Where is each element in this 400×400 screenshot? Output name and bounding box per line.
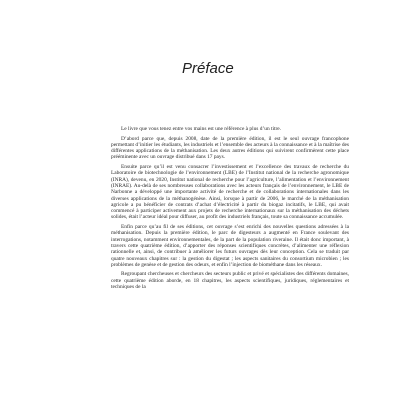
- paragraph: Ensuite parce qu’il est venu consacrer l’investissement et l’excellence des travaux de recherche du Laboratoire de biotechnologie de l’environnement (LBE) de l’Institut national de la recherche agronomique (INRA), devenu, en 2020, Institut national de recherche pour l’agriculture, l’alimentation et l’environnement (INRAE). Au-delà de ses nombreuses collaborations avec les acteurs français de l’environnement, le LBE de Narbonne a développé une importante activité de recherche et de collaborations internationales dans les diverses applications de la méthanogénèse. Ainsi, lorsque à partir de 2006, le marché de la méthanisation agricole a pu bénéficier de contrats d’achat d’électricité à partir du biogaz incitatifs, le LBE, qui avait commencé à participer activement aux projets de recherche internationaux sur la méthanisation des déchets solides, était l’acteur idéal pour diffuser, au profit des industriels français, toute sa connaissance accumulée.: [111, 164, 349, 221]
- paragraph: Enfin parce qu’au fil de ses éditions, cet ouvrage s’est enrichi des nouvelles questions adressées à la méthanisation. Depuis la première édition, le parc de digesteurs a augmenté en France soulevant des interrogations, notamment environnementales, de la part de la population riveraine. Il était donc important, à travers cette quatrième édition, d’apporter des réponses scientifiques concrètes, d’alimenter une réflexion rationnelle et, ainsi, de contribuer à améliorer les futurs ouvrages dès leur conception. Cela se traduit par quatre nouveaux chapitres sur : la gestion du digestat ; les aspects sanitaires du consortium microbien ; les problèmes de genèse et de gestion des odeurs, et enfin l’injection de biométhane dans les réseaux.: [111, 224, 349, 268]
- paragraph: D’abord parce que, depuis 2008, date de la première édition, il est le seul ouvrage francophone permettant d’initier les étudiants, les industriels et l’ensemble des acteurs à la connaissance et à la maîtrise des différentes applications de la méthanisation. Les deux autres éditions qui suivirent confirmèrent cette place prééminente avec un ouvrage distribué dans 17 pays.: [111, 135, 350, 161]
- paragraph: Le livre que vous tenez entre vos mains est une référence à plus d’un titre.: [121, 126, 282, 132]
- paragraph: Regroupant chercheuses et chercheurs des secteurs public et privé et spécialistes des différents domaines, cette quatrième édition aborde, en 18 chapitres, les aspects scientifiques, juridiques, réglementaires et techniques de la: [111, 271, 349, 291]
- preface-body: [111, 126, 349, 294]
- page-title: Préface: [182, 60, 234, 77]
